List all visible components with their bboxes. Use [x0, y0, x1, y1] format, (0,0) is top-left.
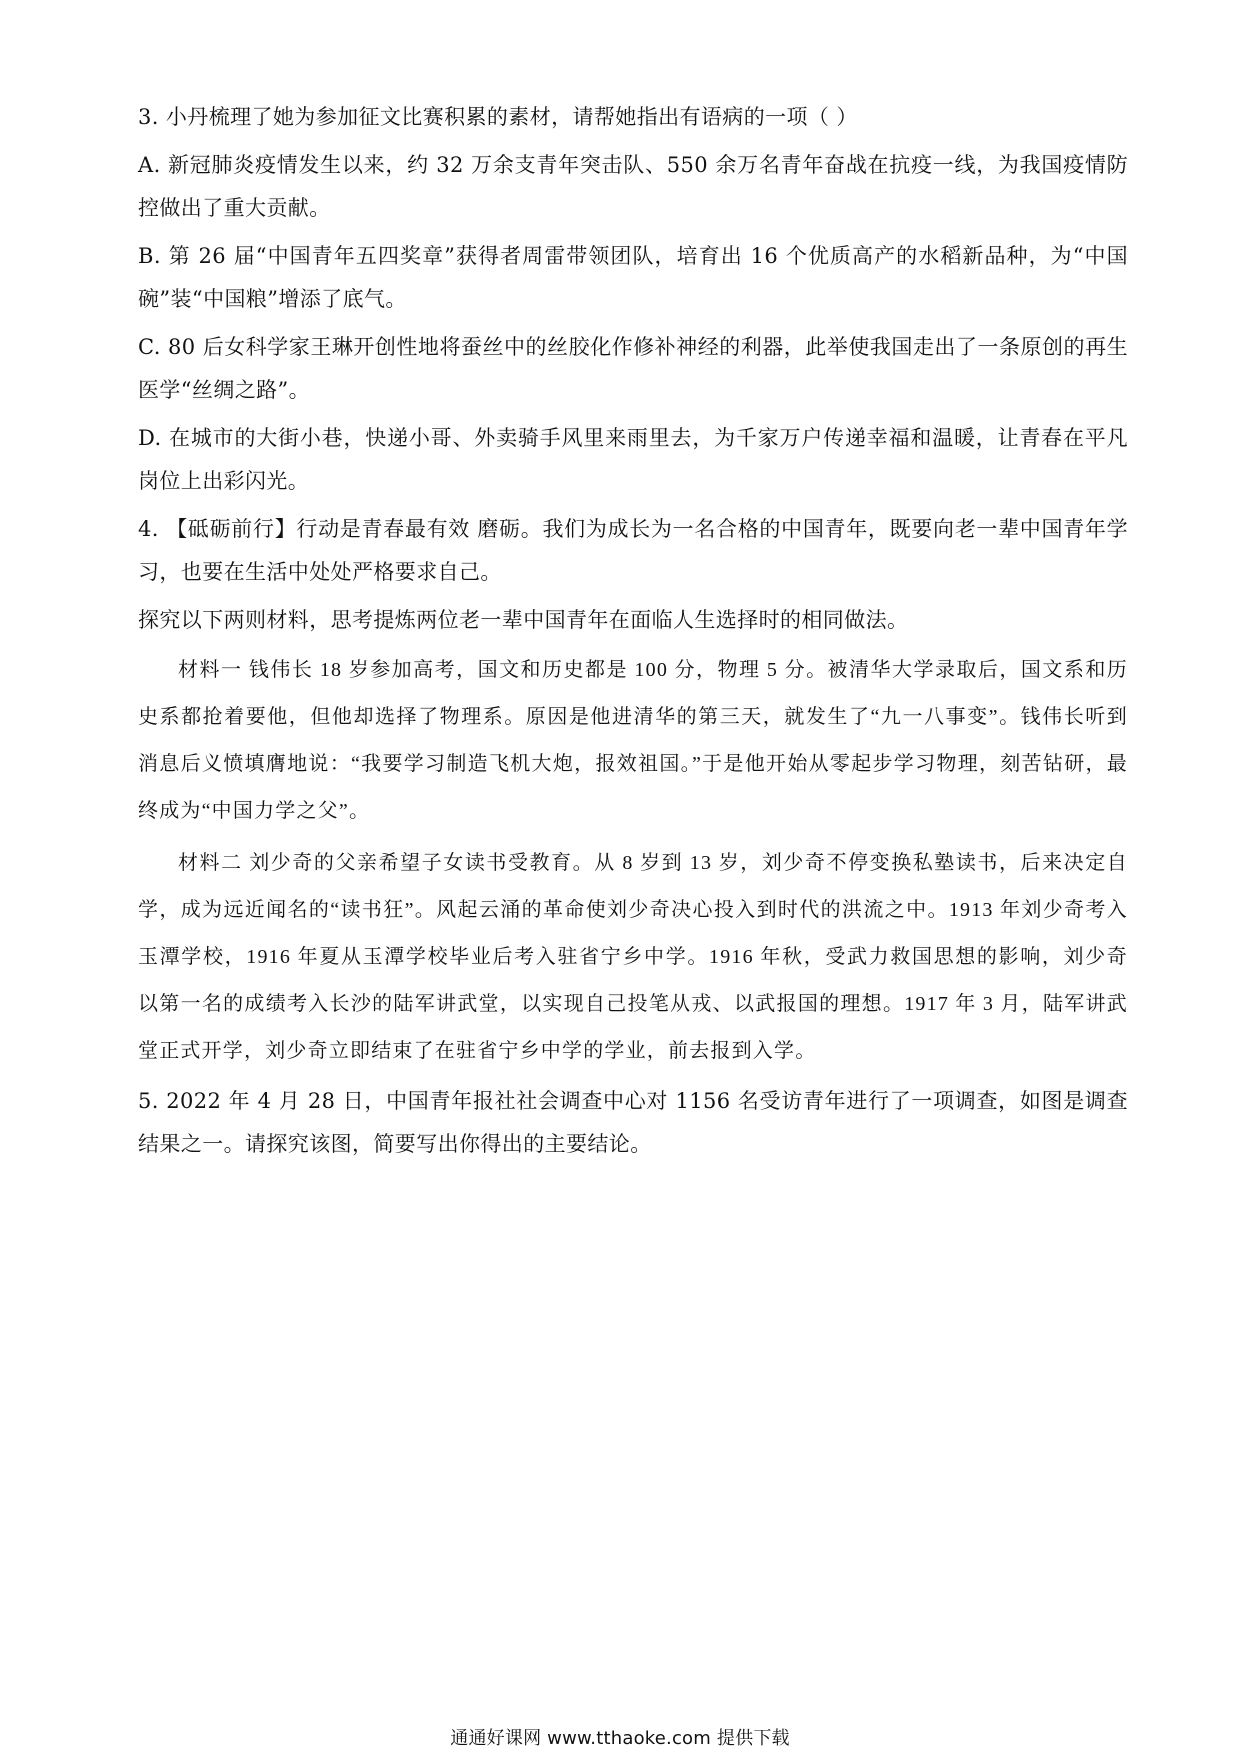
question-3-option-d: D. 在城市的大街小巷，快递小哥、外卖骑手风里来雨里去，为千家万户传递幸福和温暖，让青春在平凡岗位上出彩闪光。 [138, 426, 1128, 493]
question-3-option-b: B. 第 26 届“中国青年五四奖章”获得者周雷带领团队，培育出 16 个优质高产的水稻新品种，为“中国碗”装“中国粮”增添了底气。 [138, 244, 1128, 311]
download-footer: 通通好课网 www.tthaoke.com 提供下载 [450, 1728, 790, 1749]
question-4-stem: 4. 【砥砺前行】行动是青春最有效 磨砺。我们为成长为一名合格的中国青年，既要向老一辈中国青年学习，也要在生活中处处严格要求自己。 [138, 517, 1128, 584]
question-4-instruction: 探究以下两则材料，思考提炼两位老一辈中国青年在面临人生选择时的相同做法。 [138, 608, 909, 632]
material-one: 材料一 钱伟长 18 岁参加高考，国文和历史都是 100 分，物理 5 分。被清华大学录取后，国文系和历史系都抢着要他，但他却选择了物理系。原因是他进清华的第三天，就发生了“九一八事变”。钱伟长听到消息后义愤填膺地说：“我要学习制造飞机大炮，报效祖国。”于是他开始从零起步学习物理，刻苦钻研，最终成为“中国力学之父”。 [138, 659, 1128, 822]
material-two: 材料二 刘少奇的父亲希望子女读书受教育。从 8 岁到 13 岁，刘少奇不停变换私塾读书，后来决定自学，成为远近闻名的“读书狂”。风起云涌的革命使刘少奇决心投入到时代的洪流之中。1913 年刘少奇考入玉潭学校，1916 年夏从玉潭学校毕业后考入驻省宁乡中学。1916 年秋，受武力救国思想的影响，刘少奇以第一名的成绩考入长沙的陆军讲武堂，以实现自己投笔从戎、以武报国的理想。1917 年 3 月，陆军讲武堂正式开学，刘少奇立即结束了在驻省宁乡中学的学业，前去报到入学。 [138, 852, 1128, 1062]
question-3-option-a: A. 新冠肺炎疫情发生以来，约 32 万余支青年突击队、550 余万名青年奋战在抗疫一线，为我国疫情防控做出了重大贡献。 [138, 153, 1128, 220]
question-3-stem: 3. 小丹梳理了她为参加征文比赛积累的素材，请帮她指出有语病的一项（ ） [138, 105, 858, 129]
question-5-stem: 5. 2022 年 4 月 28 日，中国青年报社社会调查中心对 1156 名受访青年进行了一项调查，如图是调查结果之一。请探究该图，简要写出你得出的主要结论。 [138, 1089, 1128, 1156]
question-content [138, 96, 1128, 1166]
question-3-option-c: C. 80 后女科学家王琳开创性地将蚕丝中的丝胶化作修补神经的利器，此举使我国走出了一条原创的再生医学“丝绸之路”。 [138, 335, 1128, 402]
